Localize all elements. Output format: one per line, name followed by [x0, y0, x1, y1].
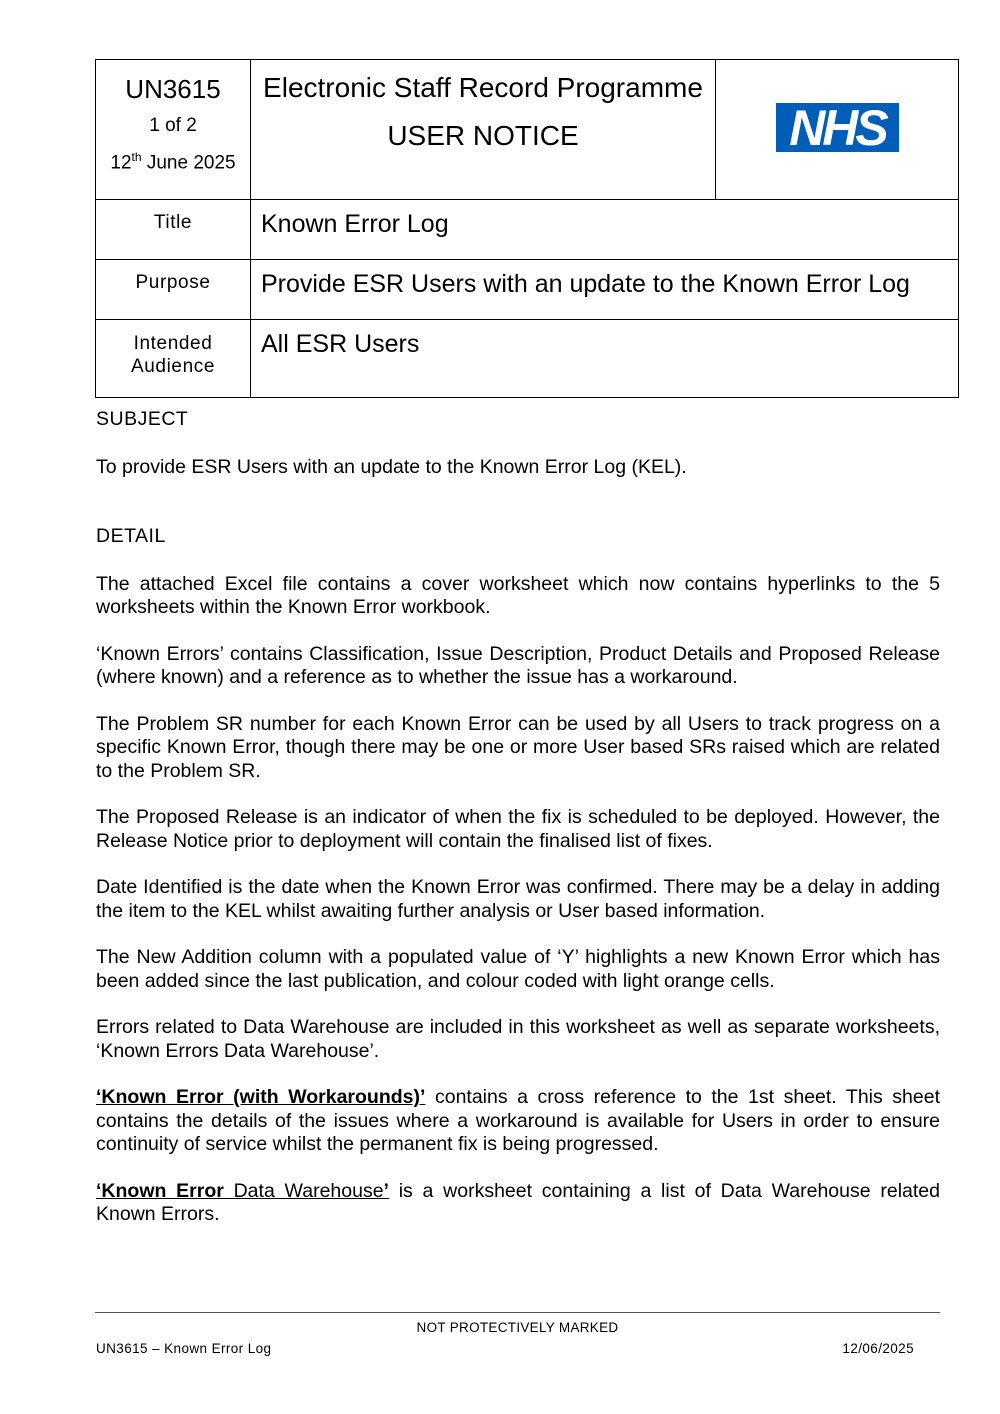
page-indicator: 1 of 2 — [149, 115, 197, 136]
audience-value: All ESR Users — [251, 320, 959, 398]
detail-paragraph: Errors related to Data Warehouse are included in this worksheet as well as separate worksheets, ‘Known Errors Data Warehouse’. — [96, 1016, 940, 1062]
footer-divider — [95, 1312, 940, 1313]
protective-marking: NOT PROTECTIVELY MARKED — [416, 1320, 619, 1335]
workarounds-paragraph: ‘Known Error (with Workarounds)’ contains a cross reference to the 1st sheet. This sheet contains the details of the issues where a workaround is available for Users in order to ensure continuity of service whilst the permanent fix is being progressed. — [96, 1086, 940, 1155]
data-warehouse-sheet-name: ‘Known Error Data Warehouse’ — [96, 1179, 389, 1202]
detail-heading: DETAIL — [96, 525, 166, 547]
purpose-label: Purpose — [96, 260, 251, 320]
logo-cell — [716, 60, 959, 200]
notice-type: USER NOTICE — [387, 120, 579, 151]
header-table — [95, 59, 959, 398]
title-value: Known Error Log — [251, 200, 959, 260]
programme-title: Electronic Staff Record Programme — [263, 72, 703, 103]
title-label: Title — [96, 200, 251, 260]
footer-reference: UN3615 – Known Error Log — [96, 1341, 272, 1356]
document-body — [96, 408, 940, 1227]
svg-text:NHS: NHS — [788, 103, 886, 152]
detail-paragraph: The attached Excel file contains a cover worksheet which now contains hyperlinks to the 5 worksheets within the Known Error workbook. — [96, 572, 940, 618]
subject-heading: SUBJECT — [96, 408, 189, 430]
detail-paragraph: The Proposed Release is an indicator of when the fix is scheduled to be deployed. However, the Release Notice prior to deployment will contain the finalised list of fixes. — [96, 806, 940, 852]
purpose-value: Provide ESR Users with an update to the Known Error Log — [251, 260, 959, 320]
subject-text: To provide ESR Users with an update to the Known Error Log (KEL). — [96, 455, 687, 478]
nhs-logo — [776, 103, 899, 152]
programme-cell — [251, 60, 716, 200]
workarounds-sheet-name: ‘Known Error (with Workarounds)’ — [96, 1086, 426, 1108]
notice-date: 12th June 2025 — [110, 150, 236, 174]
detail-paragraph: Date Identified is the date when the Known Error was confirmed. There may be a delay in adding the item to the KEL whilst awaiting further analysis or User based information. — [96, 876, 940, 922]
data-warehouse-paragraph: ‘Known Error Data Warehouse’ is a worksheet containing a list of Data Warehouse related Known Errors. — [96, 1179, 940, 1225]
detail-paragraph: The Problem SR number for each Known Error can be used by all Users to track progress on a specific Known Error, though there may be one or more User based SRs raised which are related to the Problem SR. — [96, 712, 940, 782]
notice-number: UN3615 — [125, 74, 221, 104]
audience-label: Intended Audience — [96, 320, 251, 398]
detail-paragraph: ‘Known Errors’ contains Classification, Issue Description, Product Details and Proposed Release (where known) and a reference as to whether the issue has a workaround. — [96, 642, 940, 688]
notice-id-cell — [96, 60, 251, 200]
detail-paragraph: The New Addition column with a populated value of ‘Y’ highlights a new Known Error which has been added since the last publication, and colour coded with light orange cells. — [96, 946, 940, 992]
footer-date: 12/06/2025 — [842, 1341, 914, 1356]
